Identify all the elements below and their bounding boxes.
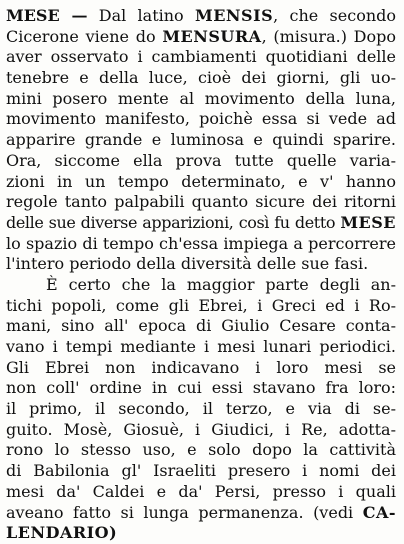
text-line-3: aver osservato i cambiamenti quotidiani delle — [6, 47, 396, 67]
text-line-9: zioni in un tempo determinato, e v' hanno — [6, 171, 396, 191]
text-line-23: di Babilonia gl' Israeliti presero i nomi dei — [6, 461, 396, 481]
text-line-7: apparire grande e luminosa e quindi sparire. — [6, 130, 396, 150]
text-line-21: guito. Mosè, Giosuè, i Giudici, i Re, adotta- — [6, 419, 396, 439]
text-line-13: l'intero periodo della diversità delle sue fasi. — [6, 254, 369, 274]
text-line-6: movimento manifesto, poichè essa si vede ad — [6, 109, 396, 129]
text-line-22: rono lo stesso uso, e solo dopo la cattività — [6, 440, 396, 460]
text-line-15: tichi popoli, come gli Ebrei, i Greci ed i Ro- — [6, 295, 396, 315]
term-ca: CA- — [362, 502, 396, 522]
text-line-2: Cicerone viene do MENSURA, (misura.) Dopo — [6, 26, 396, 46]
dictionary-entry — [6, 6, 396, 544]
text-line-10: regole tanto palpabili quanto sicure dei ritorni — [6, 192, 396, 212]
term-mensis: MENSIS — [195, 6, 274, 25]
text-line-11: delle sue diverse apparizioni, così fu detto MESE — [6, 212, 396, 232]
headword: MESE — — [6, 6, 88, 25]
text-line-17: vano i tempi mediante i mesi lunari periodici. — [6, 337, 396, 356]
text-line-25: aveano fatto si lunga permanenza. (vedi CA- — [6, 502, 396, 522]
text-line-5: mini posero mente al movimento della luna, — [6, 88, 396, 108]
text-line-1: MESE — Dal latino MENSIS, che secondo — [6, 6, 397, 25]
text-line-20: il primo, il secondo, il terzo, e via di se- — [6, 399, 396, 419]
text-line-18: Gli Ebrei non indicavano i loro mesi se — [6, 357, 396, 377]
text-line-4: tenebre e della luce, cioè dei giorni, gli uo- — [6, 68, 396, 88]
text-line-16: mani, sino all' epoca di Giulio Cesare conta- — [6, 316, 396, 336]
term-mese: MESE — [340, 212, 396, 232]
text-line-26: LENDARIO) — [6, 523, 118, 543]
text-line-19: non coll' ordine in cui essi stavano fra loro: — [6, 378, 396, 398]
text-line-24: mesi da' Caldei e da' Persi, presso i quali — [6, 481, 396, 501]
text-line-14: È certo che la maggior parte degli an- — [46, 274, 396, 294]
term-mensura: MENSURA — [162, 26, 262, 46]
text-line-12: lo spazio di tempo ch'essa impiega a percorrere — [6, 233, 396, 253]
text-line-8: Ora, siccome ella prova tutte quelle varia- — [6, 150, 396, 170]
